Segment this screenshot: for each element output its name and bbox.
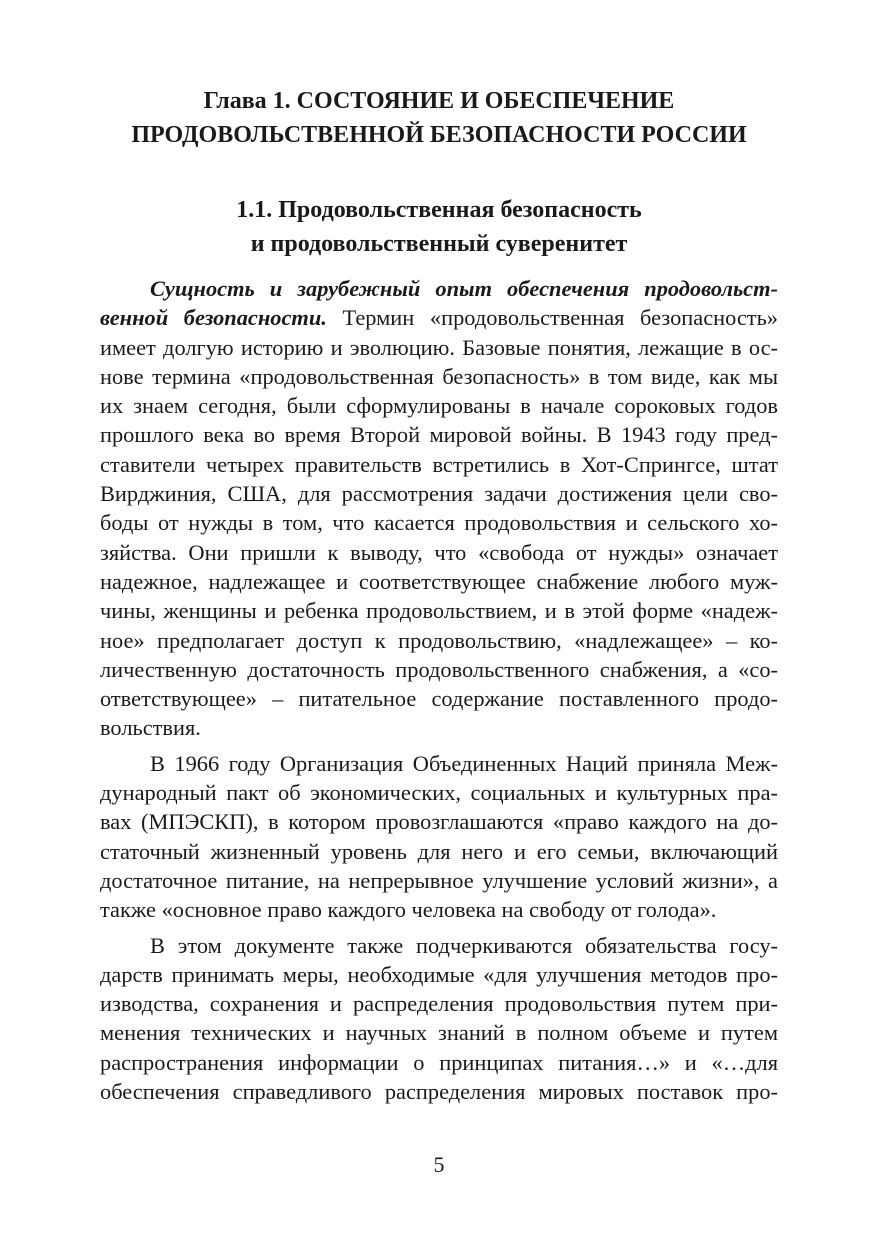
- paragraph-1: [100, 274, 778, 743]
- paragraph-line: изводства, сохранения и распределения продовольствия путем при-: [100, 991, 778, 1017]
- paragraph-line: личественную достаточность продовольственного снабжения, а «со-: [100, 656, 778, 682]
- paragraph-line: имеет долгую историю и эволюцию. Базовые понятия, лежащие в ос-: [100, 334, 778, 360]
- paragraph-line: ставители четырех правительств встретились в Хот-Спрингсе, штат: [100, 451, 778, 477]
- paragraph-line: нове термина «продовольственная безопасность» в том виде, как мы: [100, 363, 778, 389]
- paragraph-line: Вирджиния, США, для рассмотрения задачи достижения цели сво-: [100, 481, 778, 507]
- paragraph-line: дународный пакт об экономических, социальных и культурных пра-: [100, 780, 778, 806]
- body-text: [100, 274, 778, 1106]
- paragraph-2: [100, 749, 778, 925]
- paragraph-line: зяйства. Они пришли к выводу, что «свобода от нужды» означает: [100, 539, 778, 565]
- paragraph-line: распространения информации о принципах питания…» и «…для: [100, 1049, 778, 1075]
- paragraph-line: менения технических и научных знаний в полном объеме и путем: [100, 1020, 778, 1046]
- chapter-title-line-1: Глава 1. СОСТОЯНИЕ И ОБЕСПЕЧЕНИЕ: [203, 88, 675, 114]
- paragraph-line: чины, женщины и ребенка продовольствием, и в этой форме «надеж-: [100, 598, 778, 624]
- chapter-title-line-2: ПРОДОВОЛЬСТВЕННОЙ БЕЗОПАСНОСТИ РОССИИ: [131, 122, 747, 148]
- paragraph-line: их знаем сегодня, были сформулированы в начале сороковых годов: [100, 393, 778, 419]
- document-page: [100, 0, 778, 1240]
- paragraph-line: В этом документе также подчеркиваются обязательства госу-: [150, 932, 778, 958]
- section-title-line-1: 1.1. Продовольственная безопасность: [236, 197, 642, 223]
- paragraph-line: также «основное право каждого человека на свободу от голода».: [100, 897, 717, 923]
- paragraph-line: [100, 303, 778, 332]
- paragraph-line: ответствующее» – питательное содержание поставленного продо-: [100, 686, 778, 712]
- paragraph-line: прошлого века во время Второй мировой войны. В 1943 году пред-: [100, 422, 778, 448]
- paragraph-lead-line: Сущность и зарубежный опыт обеспечения продовольст-: [150, 276, 778, 301]
- paragraph-line: ное» предполагает доступ к продовольствию, «надлежащее» – ко-: [100, 627, 778, 653]
- section-title-line-2: и продовольственный суверенитет: [250, 231, 628, 257]
- paragraph-3: [100, 931, 778, 1107]
- page-number: 5: [433, 1152, 445, 1177]
- section-title: [100, 193, 778, 261]
- chapter-title: [100, 84, 778, 152]
- paragraph-line: надежное, надлежащее и соответствующее снабжение любого муж-: [100, 568, 778, 594]
- paragraph-line: достаточное питание, на непрерывное улучшение условий жизни», а: [100, 867, 778, 893]
- paragraph-lead-phrase: венной безопасности.: [100, 305, 327, 331]
- paragraph-line: обеспечения справедливого распределения мировых поставок про-: [100, 1079, 778, 1105]
- paragraph-line-rest: Термин «продовольственная безопасность»: [326, 305, 779, 331]
- paragraph-line: боды от нужды в том, что касается продовольствия и сельского хо-: [100, 510, 778, 536]
- paragraph-line: вольствия.: [100, 715, 201, 741]
- paragraph-line: В 1966 году Организация Объединенных Наций приняла Меж-: [150, 750, 778, 776]
- paragraph-line: вах (МПЭСКП), в котором провозглашаются «право каждого на до-: [100, 809, 778, 835]
- paragraph-line: дарств принимать меры, необходимые «для улучшения методов про-: [100, 961, 778, 987]
- paragraph-line: статочный жизненный уровень для него и его семьи, включающий: [100, 838, 778, 864]
